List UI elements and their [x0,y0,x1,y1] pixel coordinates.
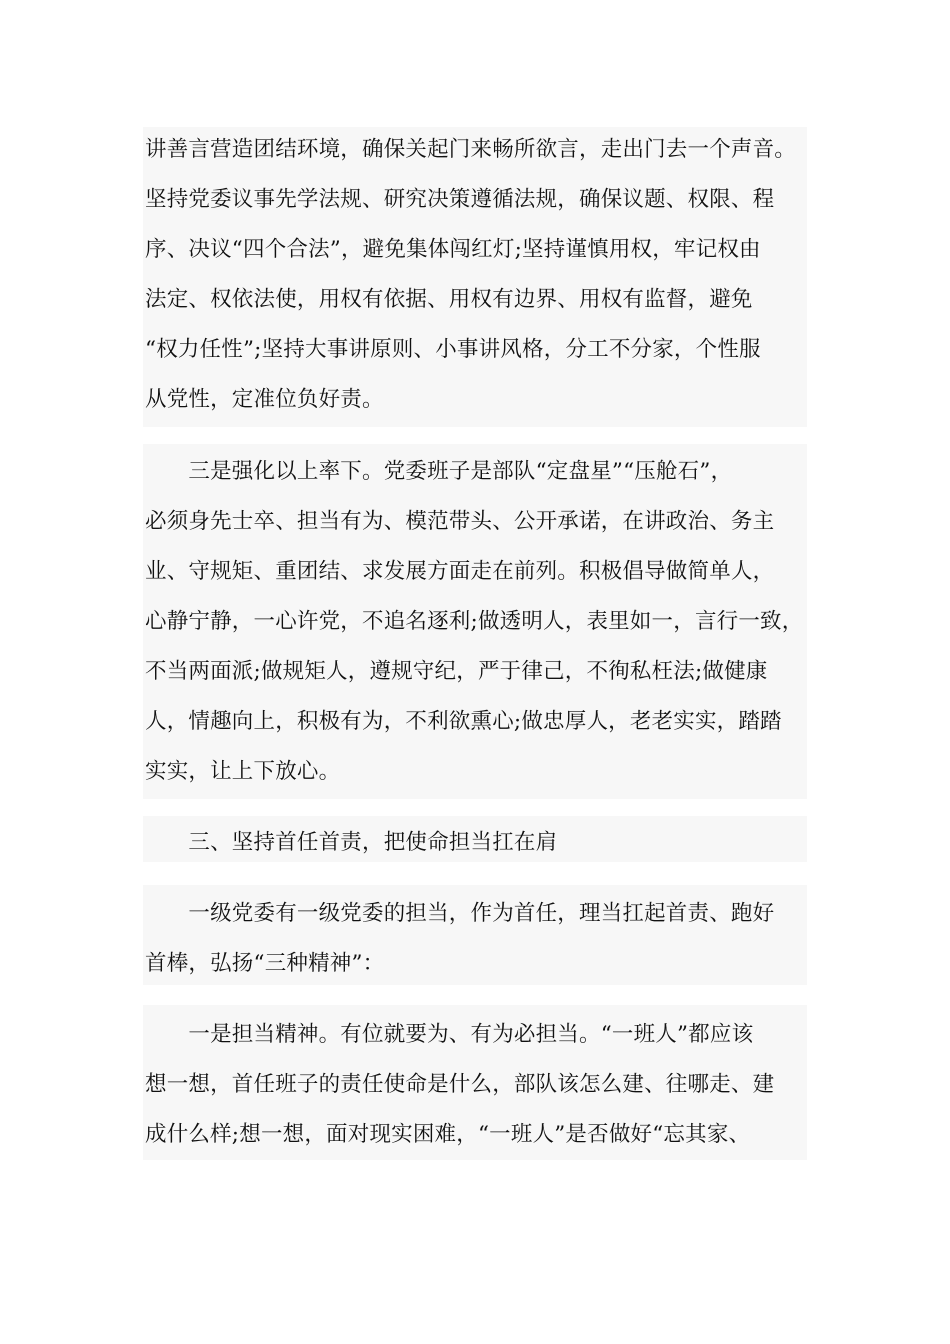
text-line: 想一想，首任班子的责任使命是什么，部队该怎么建、往哪走、建 [145,1072,775,1097]
text-line: 实实，让上下放心。 [145,759,341,784]
text-line: 心静宁静，一心许党，不追名逐利;做透明人，表里如一，言行一致， [145,609,804,634]
text-line: 三是强化以上率下。党委班子是部队“定盘星”“压舱石”， [145,459,733,484]
text-line: 不当两面派;做规矩人，遵规守纪，严于律己，不徇私枉法;做健康 [145,659,768,684]
text-line: 首棒，弘扬“三种精神”： [145,951,385,976]
text-line: 一级党委有一级党委的担当，作为首任，理当扛起首责、跑好 [145,901,775,926]
section-heading: 三、坚持首任首责，把使命担当扛在肩 [145,830,558,855]
text-line: “权力任性”;坚持大事讲原则、小事讲风格，分工不分家，个性服 [145,337,761,362]
text-line: 法定、权依法使，用权有依据、用权有边界、用权有监督，避免 [145,287,753,312]
text-line: 一是担当精神。有位就要为、有为必担当。“一班人”都应该 [145,1022,754,1047]
text-line: 坚持党委议事先学法规、研究决策遵循法规，确保议题、权限、程 [145,187,775,212]
text-line: 序、决议“四个合法”，避免集体闯红灯;坚持谨慎用权，牢记权由 [145,237,761,262]
text-line: 从党性，定准位负好责。 [145,387,384,412]
text-line: 讲善言营造团结环境，确保关起门来畅所欲言，走出门去一个声音。 [145,137,797,162]
text-line: 成什么样;想一想，面对现实困难，“一班人”是否做好“忘其家、 [145,1122,751,1147]
text-line: 人，情趣向上，积极有为，不利欲熏心;做忠厚人，老老实实，踏踏 [145,709,782,734]
text-line: 必须身先士卒、担当有为、模范带头、公开承诺，在讲政治、务主 [145,509,775,534]
text-line: 业、守规矩、重团结、求发展方面走在前列。积极倡导做简单人， [145,559,775,584]
